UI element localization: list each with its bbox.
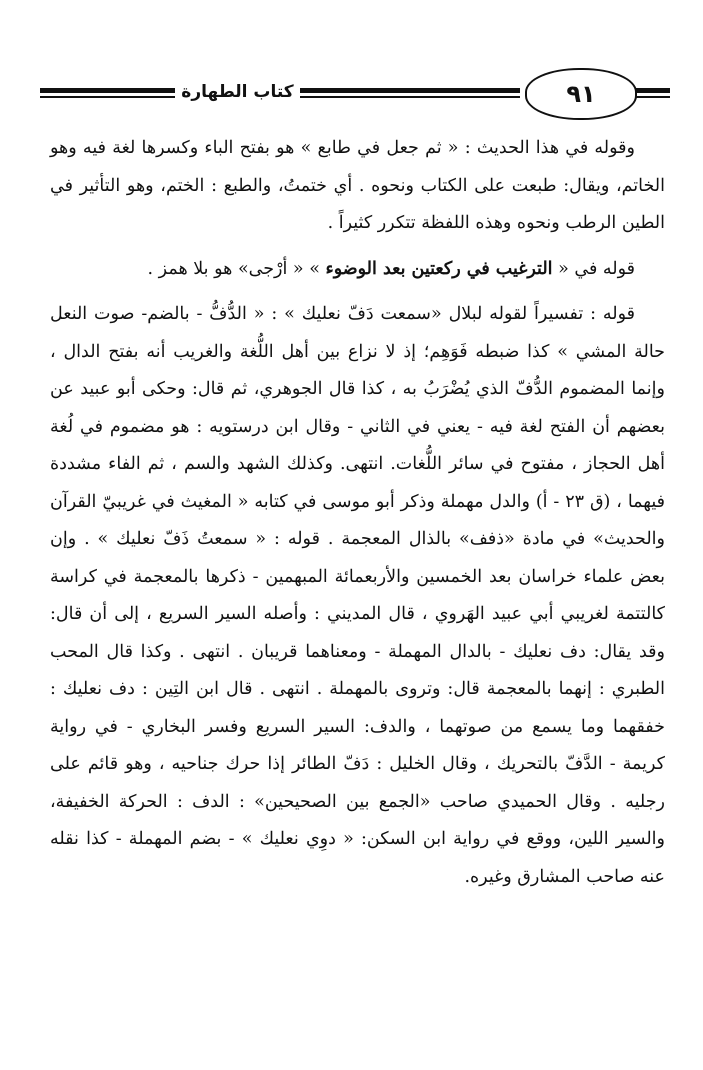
page-number: ٩١ bbox=[525, 68, 637, 120]
paragraph-daff-explanation bbox=[50, 296, 665, 896]
text-line: «ذفف» بالذال المعجمة . قوله : « سمعتُ ذَفّ نعليك » . وإن بعض علماء bbox=[50, 529, 665, 587]
section-heading-line bbox=[50, 251, 665, 289]
text-line: دف نعليك : خفقهما وما يسمع من صوتهما ، والدف: السير السريع وفسر bbox=[50, 679, 665, 737]
text-line: البخاري - في رواية كريمة - الدَّفّ بالتحريك ، وقال الخليل : دَفّ الطائر إذا bbox=[50, 716, 665, 774]
text-line: قوله : تفسيراً لقوله لبلال «سمعت دَفّ نعليك » : « الدُّفُّ - بالضم- bbox=[141, 304, 635, 324]
text-line: الصحيحين» : الدف : الحركة الخفيفة، والسير اللين، ووقع في رواية ابن bbox=[50, 791, 665, 849]
text-line: حرك جناحيه ، وهو قائم على رجليه . وقال الحميدي صاحب «الجمع بين bbox=[50, 754, 665, 812]
heading-prefix: قوله في « bbox=[552, 258, 635, 279]
text-line: صوت النعل حالة المشي » كذا ضبطه فَوَهِم؛ إذ لا نزاع بين أهل اللُّغة والغريب bbox=[50, 304, 665, 362]
text-line: انتهى. وكذلك الشهد والسم ، ثم الفاء مشددة فيهما ، (ق ٢٣ - أ) والدل bbox=[50, 454, 665, 512]
page-body bbox=[50, 130, 665, 896]
text-line: الختم، وهو التأثير في الطين الرطب ونحوه وهذه اللفظة تتكرر كثيراً . bbox=[50, 175, 665, 233]
section-heading: الترغيب في ركعتين بعد الوضوء bbox=[325, 258, 553, 279]
paragraph-ring-explanation bbox=[50, 130, 665, 243]
heading-suffix: » « أرْجى» هو بلا همز . bbox=[147, 258, 326, 279]
text-line: مهملة وذكر أبو موسى في كتابه « المغيث في غريبيّ القرآن والحديث» في مادة bbox=[50, 491, 665, 549]
text-line: وقوله في هذا الحديث : « ثم جعل في طابع » هو بفتح الباء وكسرها لغة bbox=[112, 138, 635, 158]
text-line: لغريبي أبي عبيد الهَروي ، قال المديني : وأصله السير السريع ، إلى أن قال: bbox=[50, 604, 609, 624]
text-line: أنه بفتح الدال ، وإنما المضموم الدُّفّ الذي يُضْرَبُ به ، كذا قال الجوهري، ثم bbox=[50, 341, 665, 399]
running-book-title: كتاب الطهارة bbox=[175, 74, 300, 110]
text-line: خراسان بعد الخمسين والأربعمائة المبهمين - ذكرها بالمعجمة في كراسة كالتتمة bbox=[50, 566, 665, 624]
text-line: قال: وحكى أبو عبيد عن بعضهم أن الفتح لغة فيه - يعني في الثاني - وقال bbox=[50, 379, 665, 437]
text-line: السكن: « دوِي نعليك » - بضم المهملة - كذا نقله عنه صاحب المشارق وغيره. bbox=[50, 829, 665, 887]
text-line: ابن درستويه : هو مضموم في لُغة أهل الحجاز ، مفتوح في سائر اللُّغات. bbox=[50, 416, 665, 474]
text-line: المحب الطبري : إنهما بالمعجمة قال: وتروى بالمهملة . انتهى . قال ابن التِين : bbox=[50, 641, 665, 699]
page-header bbox=[40, 68, 670, 120]
text-line: وقد يقال: دف نعليك - بالدال المهملة - ومعناهما قريبان . انتهى . وكذا قال bbox=[106, 641, 665, 662]
text-line: فيه وهو الخاتم، ويقال: طبعت على الكتاب ونحوه . أي ختمتُ، والطبع : bbox=[50, 138, 665, 196]
